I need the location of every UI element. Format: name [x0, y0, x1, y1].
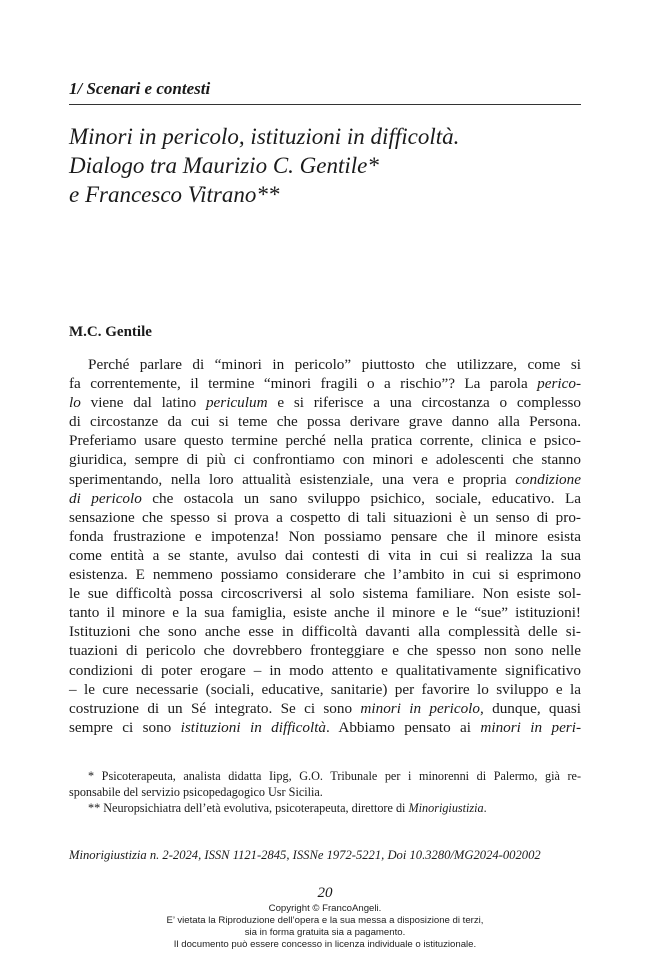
text-run: ** Neuropsichiatra dell’età evolutiva, psicoterapeuta, direttore di	[88, 801, 409, 815]
body-line	[69, 393, 581, 412]
body-line	[69, 431, 581, 450]
body-line	[69, 565, 581, 584]
text-run: sempre ci sono	[69, 718, 181, 736]
text-run: Istituzioni che sono anche esse in difficoltà davanti alla complessità delle si-	[69, 623, 581, 641]
italic-text: di pericolo	[69, 489, 142, 507]
text-run: * Psicoterapeuta, analista didatta Iipg, G.O. Tribunale per i minorenni di Palermo, già re-	[88, 769, 581, 783]
footnote-line	[69, 784, 581, 800]
italic-text: periculum	[205, 394, 268, 412]
body-line	[69, 641, 581, 660]
italic-text: minori in pericolo	[360, 699, 480, 717]
body-paragraph	[69, 355, 581, 737]
text-run: esistenza. E nemmeno possiamo considerare che l’ambito in cui si esprimono	[69, 566, 581, 584]
italic-text: istituzioni in difficoltà	[180, 718, 327, 736]
copyright-line: sia in forma gratuita sia a pagamento.	[244, 927, 406, 938]
text-run: – le cure necessarie (sociali, educative, sanitarie) per favorire lo sviluppo e la	[69, 680, 581, 698]
text-run: . Abbiamo pensato ai	[326, 718, 481, 736]
text-run: tuazioni di pericolo che dovrebbero fronteggiare e che spesso non sono nelle	[69, 642, 581, 660]
italic-text: Minorigiustizia	[408, 801, 484, 815]
text-run: sperimentando, nella loro attualità esistenziale, una vera e propria	[69, 470, 516, 488]
text-run: .	[483, 801, 487, 815]
copyright-notice	[0, 903, 650, 951]
page-number: 20	[317, 885, 333, 901]
section-header: 1/ Scenari e contesti	[69, 79, 211, 98]
text-run: condizioni di poter erogare – in modo attento e qualitativamente significativo	[69, 661, 581, 679]
text-run: giuridica, sempre di più ci confrontiamo con minori e adolescenti che stanno	[69, 451, 581, 469]
text-run: Perché parlare di “minori in pericolo” piuttosto che utilizzare, come si	[88, 356, 581, 373]
footnote-line	[69, 800, 581, 816]
text-run: di circostanze da cui si teme che possa derivare grave danno alla Persona.	[69, 413, 581, 431]
body-line	[69, 584, 581, 603]
body-line	[69, 508, 581, 527]
body-line	[69, 661, 581, 680]
italic-text: condizione	[515, 470, 581, 488]
body-line	[69, 603, 581, 622]
italic-text: perico-	[537, 375, 581, 393]
footnote-line	[69, 768, 581, 784]
copyright-line: Il documento può essere concesso in licenza individuale o istituzionale.	[173, 939, 477, 950]
text-run: costruzione di un Sé integrato. Se ci sono	[69, 699, 361, 717]
body-line	[69, 450, 581, 469]
text-run: fonda frustrazione e impotenza! Non possiamo pensare che il minore esista	[69, 527, 581, 545]
footnotes	[69, 768, 581, 816]
title-line: Minori in pericolo, istituzioni in difficoltà.	[69, 124, 460, 149]
body-line	[69, 622, 581, 641]
text-run: Preferiamo usare questo termine perché nella pratica corrente, clinica e psico-	[69, 432, 581, 450]
text-run: tanto il minore e la sua famiglia, esiste anche il minore e le “sue” istituzioni!	[69, 604, 581, 622]
body-line	[69, 699, 581, 718]
copyright-line: Copyright © FrancoAngeli.	[268, 903, 382, 914]
text-run: e si riferisce a una circostanza o complesso	[267, 394, 582, 412]
journal-reference: Minorigiustizia n. 2-2024, ISSN 1121-2845, ISSNe 1972-5221, Doi 10.3280/MG2024-002002	[69, 848, 541, 862]
text-run: sensazione che spesso si prova a cospetto di tali situazioni è un senso di pro-	[69, 508, 581, 526]
text-run: le sue difficoltà possa circoscriversi al solo sistema familiare. Non esiste sol-	[69, 585, 581, 603]
text-run: come entità a se stante, avulso dai contesti di vita in cui si realizza la sua	[69, 546, 581, 564]
title-line: e Francesco Vitrano**	[69, 182, 280, 207]
text-run: viene dal latino	[80, 394, 206, 412]
body-line	[69, 412, 581, 431]
body-line	[69, 489, 581, 508]
text-run: sponsabile del servizio psicopedagogico Usr Sicilia.	[69, 785, 323, 799]
italic-text: minori in peri-	[480, 718, 581, 736]
body-line	[69, 718, 581, 737]
text-run: fa correntemente, il termine “minori fragili o a rischio”? La parola	[69, 375, 538, 393]
body-line	[69, 374, 581, 393]
text-run: che ostacola un sano sviluppo psichico, sociale, educativo. La	[141, 489, 581, 507]
body-line	[69, 470, 581, 489]
body-line	[69, 355, 581, 374]
body-line	[69, 546, 581, 565]
copyright-line: E’ vietata la Riproduzione dell’opera e la sua messa a disposizione di terzi,	[166, 915, 484, 926]
body-line	[69, 680, 581, 699]
body-line	[69, 527, 581, 546]
italic-text: lo	[69, 394, 81, 412]
text-run: , dunque, quasi	[479, 699, 581, 717]
title-line: Dialogo tra Maurizio C. Gentile*	[69, 153, 379, 178]
author-heading: M.C. Gentile	[69, 324, 152, 340]
article-title	[69, 122, 589, 209]
section-divider	[69, 104, 581, 105]
